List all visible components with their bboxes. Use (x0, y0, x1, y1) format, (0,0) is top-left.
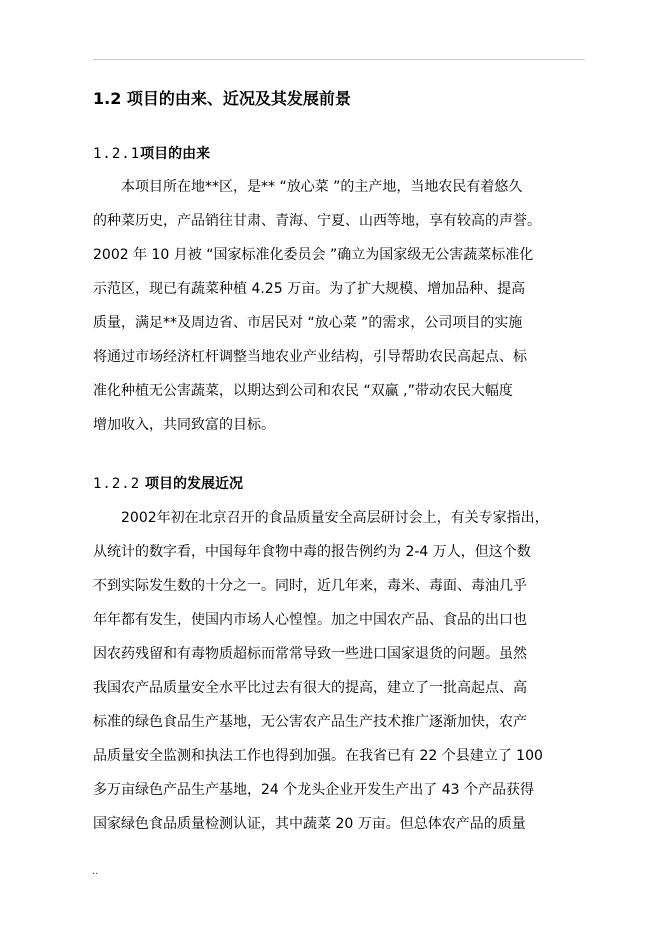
section-number: 1.2.2 (93, 476, 141, 492)
paragraph-line: 品质量安全监测和执法工作也得到加强。在我省已有 22 个县建立了 100 (93, 748, 543, 764)
paragraph-line: 国家绿色食品质量检测认证，其中蔬菜 20 万亩。但总体农产品的质量 (93, 816, 526, 832)
paragraph-line: 示范区，现已有蔬菜种植 4.25 万亩。为了扩大规模、增加品种、提高 (93, 281, 526, 297)
section-heading-origin (93, 144, 210, 164)
paragraph-line: 将通过市场经济杠杆调整当地农业产业结构，引导帮助农民高起点、标 (93, 349, 527, 365)
section-heading-progress (93, 474, 243, 494)
paragraph-line: 我国农产品质量安全水平比过去有很大的提高，建立了一批高起点、高 (93, 680, 527, 696)
paragraph-line: 不到实际发生数的十分之一。同时，近几年来，毒米、毒面、毒油几乎 (93, 578, 527, 594)
section-number: 1.2.1 (93, 146, 141, 162)
footer-mark: .. (92, 866, 99, 877)
section-title: 项目的发展近况 (145, 476, 244, 492)
paragraph-line: 标准的绿色食品生产基地，无公害农产品生产技术推广逐渐加快，农产 (93, 714, 527, 730)
paragraph-line: 年年都有发生，使国内市场人心惶惶。加之中国农产品、食品的出口也 (93, 612, 527, 628)
paragraph-line: 质量，满足**及周边省、市居民对 “放心菜 ”的需求，公司项目的实施 (93, 315, 523, 331)
section-title: 项目的由来 (140, 146, 211, 162)
paragraph-line: 因农药残留和有毒物质超标而常常导致一些进口国家退货的问题。虽然 (93, 646, 527, 662)
header-rule (93, 59, 585, 60)
paragraph-line: 2002年初在北京召开的食品质量安全高层研讨会上，有关专家指出， (121, 510, 549, 526)
page-title: 1.2 项目的由来、近况及其发展前景 (93, 89, 351, 108)
paragraph-line: 增加收入，共同致富的目标。 (93, 417, 275, 433)
paragraph-line: 从统计的数字看，中国每年食物中毒的报告例约为 2-4 万人，但这个数 (93, 544, 531, 560)
paragraph-line: 2002 年 10 月被 “国家标准化委员会 ”确立为国家级无公害蔬菜标准化 (93, 247, 534, 263)
paragraph-line: 的种菜历史，产品销往甘肃、青海、宁夏、山西等地，享有较高的声誉。 (93, 213, 541, 229)
paragraph-line: 准化种植无公害蔬菜，以期达到公司和农民 “双赢 ,”带动农民大幅度 (93, 383, 513, 399)
paragraph-line: 多万亩绿色产品生产基地，24 个龙头企业开发生产出了 43 个产品获得 (93, 782, 534, 798)
paragraph-line: 本项目所在地**区，是** “放心菜 ”的主产地，当地农民有着悠久 (121, 179, 523, 195)
